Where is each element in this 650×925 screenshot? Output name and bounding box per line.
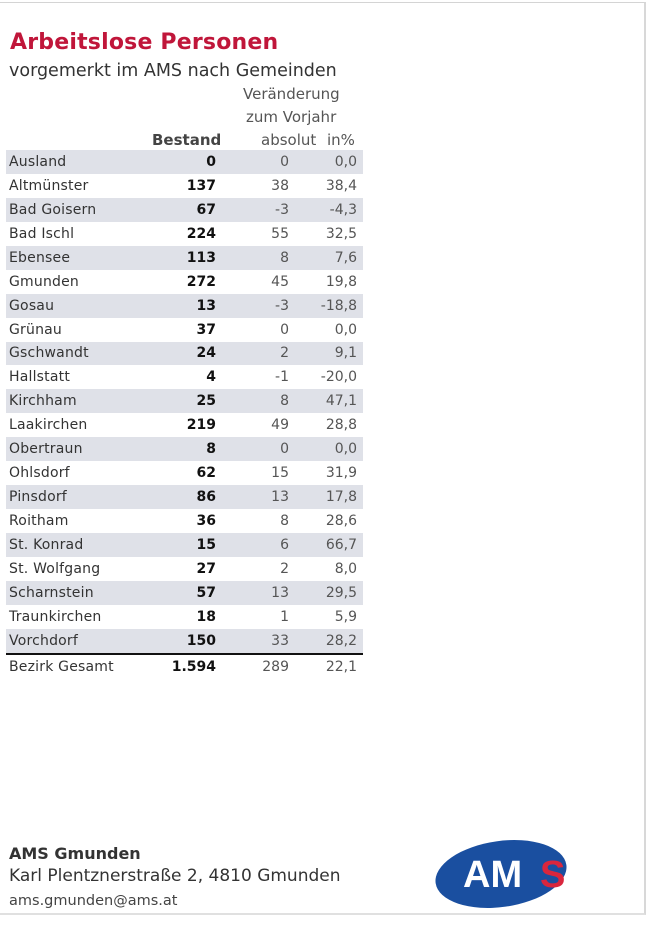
table-row: [6, 270, 363, 294]
bestand-value: 13: [196, 297, 216, 314]
bestand-value: 67: [196, 201, 216, 218]
municipality-name: Roitham: [9, 513, 69, 530]
change-percent: 9,1: [334, 345, 357, 362]
total-change-percent: 22,1: [325, 658, 357, 675]
change-percent: 0,0: [334, 441, 357, 458]
municipality-name: Ebensee: [9, 249, 71, 266]
bestand-value: 113: [186, 249, 216, 266]
change-absolute: 45: [271, 273, 289, 290]
change-percent: -18,8: [320, 297, 357, 314]
change-percent: 38,4: [325, 177, 357, 194]
logo-letter-s: S: [540, 854, 566, 896]
table-row: [6, 557, 363, 581]
change-percent: 0,0: [334, 321, 357, 338]
table-row: [6, 318, 363, 342]
change-absolute: 0: [280, 321, 289, 338]
change-percent: -4,3: [329, 201, 357, 218]
municipality-name: Altmünster: [9, 177, 89, 194]
column-header-in-pct: in%: [327, 131, 355, 149]
column-header-bestand: Bestand: [152, 131, 222, 149]
bestand-value: 62: [196, 465, 216, 482]
table-row: [6, 629, 363, 653]
bestand-value: 150: [186, 632, 216, 649]
total-row: [6, 653, 363, 679]
table-row: [6, 198, 363, 222]
table-row: [6, 222, 363, 246]
municipality-name: Bad Ischl: [9, 225, 75, 242]
table-row: [6, 150, 363, 174]
table-row: [6, 174, 363, 198]
column-header-change-line1: Veränderung: [243, 85, 340, 103]
bestand-value: 15: [196, 536, 216, 553]
change-percent: 47,1: [325, 393, 357, 410]
table-row: [6, 533, 363, 557]
municipality-name: Vorchdorf: [9, 632, 79, 649]
bestand-value: 36: [196, 513, 216, 530]
table-row: [6, 365, 363, 389]
change-absolute: 2: [280, 345, 289, 362]
change-absolute: 0: [280, 441, 289, 458]
change-percent: 28,8: [325, 417, 357, 434]
logo-letters-am: AM: [463, 854, 523, 896]
change-percent: 5,9: [334, 608, 357, 625]
bestand-value: 219: [186, 417, 216, 434]
change-absolute: 33: [271, 632, 289, 649]
bestand-value: 24: [196, 345, 216, 362]
table-row: [6, 413, 363, 437]
change-absolute: 55: [271, 225, 289, 242]
change-percent: 0,0: [334, 153, 357, 170]
change-percent: 17,8: [325, 489, 357, 506]
municipality-name: Bad Goisern: [9, 201, 97, 218]
change-absolute: 8: [280, 513, 289, 530]
municipality-name: Hallstatt: [9, 369, 71, 386]
total-name: Bezirk Gesamt: [9, 658, 114, 675]
change-percent: 31,9: [325, 465, 357, 482]
change-percent: 28,6: [325, 513, 357, 530]
bestand-value: 0: [206, 153, 216, 170]
total-change-absolute: 289: [262, 658, 289, 675]
change-percent: 7,6: [334, 249, 357, 266]
footer-email: ams.gmunden@ams.at: [9, 893, 178, 909]
change-percent: -20,0: [320, 369, 357, 386]
bestand-value: 37: [196, 321, 216, 338]
table-row: [6, 509, 363, 533]
change-percent: 32,5: [325, 225, 357, 242]
change-absolute: 1: [280, 608, 289, 625]
change-percent: 19,8: [325, 273, 357, 290]
change-percent: 8,0: [334, 560, 357, 577]
change-absolute: 49: [271, 417, 289, 434]
bestand-value: 86: [196, 489, 216, 506]
change-percent: 66,7: [325, 536, 357, 553]
change-percent: 29,5: [325, 584, 357, 601]
bestand-value: 4: [206, 369, 216, 386]
municipality-name: Pinsdorf: [9, 489, 67, 506]
table-row: [6, 485, 363, 509]
municipality-name: Ausland: [9, 153, 67, 170]
change-absolute: 8: [280, 249, 289, 266]
municipality-name: Traunkirchen: [9, 608, 102, 625]
municipality-name: Scharnstein: [9, 584, 94, 601]
change-absolute: 13: [271, 489, 289, 506]
bestand-value: 8: [206, 441, 216, 458]
footer-office-name: AMS Gmunden: [9, 844, 141, 863]
change-absolute: 2: [280, 560, 289, 577]
total-bestand: 1.594: [171, 658, 216, 675]
change-absolute: -1: [275, 369, 289, 386]
change-absolute: 13: [271, 584, 289, 601]
municipality-name: Grünau: [9, 321, 63, 338]
table-row: [6, 294, 363, 318]
municipality-name: Obertraun: [9, 441, 83, 458]
ams-logo-icon: [433, 838, 578, 910]
bestand-value: 57: [196, 584, 216, 601]
bestand-value: 27: [196, 560, 216, 577]
change-absolute: 38: [271, 177, 289, 194]
municipality-name: St. Wolfgang: [9, 560, 101, 577]
table-row: [6, 437, 363, 461]
change-absolute: -3: [275, 201, 289, 218]
footer-address: Karl Plentznerstraße 2, 4810 Gmunden: [9, 866, 341, 886]
column-header-change-line2: zum Vorjahr: [246, 108, 337, 126]
municipality-name: Gschwandt: [9, 345, 89, 362]
table-row: [6, 246, 363, 270]
change-absolute: 8: [280, 393, 289, 410]
bestand-value: 272: [186, 273, 216, 290]
data-table: [6, 150, 363, 679]
page-title: Arbeitslose Personen: [10, 30, 279, 55]
municipality-name: Gmunden: [9, 273, 80, 290]
change-percent: 28,2: [325, 632, 357, 649]
municipality-name: Gosau: [9, 297, 55, 314]
table-row: [6, 581, 363, 605]
change-absolute: -3: [275, 297, 289, 314]
table-row: [6, 389, 363, 413]
bestand-value: 224: [186, 225, 216, 242]
table-row: [6, 461, 363, 485]
municipality-name: St. Konrad: [9, 536, 84, 553]
bestand-value: 25: [196, 393, 216, 410]
table-row: [6, 342, 363, 366]
page-subtitle: vorgemerkt im AMS nach Gemeinden: [9, 61, 337, 81]
change-absolute: 6: [280, 536, 289, 553]
municipality-name: Laakirchen: [9, 417, 88, 434]
bestand-value: 18: [196, 608, 216, 625]
change-absolute: 15: [271, 465, 289, 482]
change-absolute: 0: [280, 153, 289, 170]
table-row: [6, 605, 363, 629]
column-header-absolut: absolut: [261, 131, 317, 149]
bestand-value: 137: [186, 177, 216, 194]
municipality-name: Kirchham: [9, 393, 77, 410]
municipality-name: Ohlsdorf: [9, 465, 70, 482]
